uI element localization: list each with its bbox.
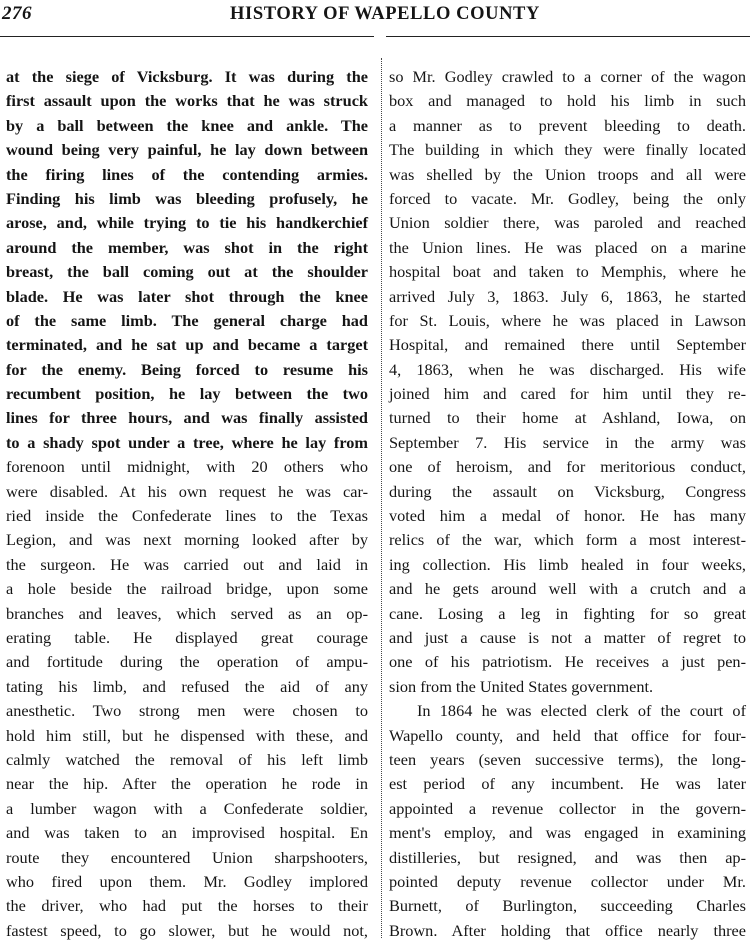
text-line: were disabled. At his own request he was car-: [6, 481, 368, 501]
header-rule-left: [0, 36, 374, 37]
text-line: and he gets around well with a crutch and a: [389, 579, 746, 599]
text-line: anesthetic. Two strong men were chosen to: [6, 701, 368, 721]
text-line: box and managed to hold his limb in such: [389, 91, 746, 111]
text-line: Union soldier there, was paroled and reached: [389, 213, 746, 233]
running-title: HISTORY OF WAPELLO COUNTY: [230, 4, 540, 24]
text-line: branches and leaves, which served as an op-: [6, 603, 368, 623]
text-line: near the hip. After the operation he rode in: [6, 774, 368, 794]
text-line: distilleries, but resigned, and was then ap-: [389, 847, 746, 867]
text-line: the Union lines. He was placed on a marine: [389, 237, 746, 257]
text-line: Burnett, of Burlington, succeeding Charles: [389, 896, 746, 916]
text-line: for St. Louis, where he was placed in Lawson: [389, 310, 746, 330]
text-line: the firing lines of the contending armies.: [6, 164, 368, 184]
text-line: and fortitude during the operation of ampu-: [6, 652, 368, 672]
left-column: [6, 65, 368, 943]
text-line: Wapello county, and held that office for four-: [389, 725, 746, 745]
text-line: a hole beside the railroad bridge, upon some: [6, 579, 368, 599]
text-line: recumbent position, he lay between the two: [6, 384, 368, 404]
text-line: relics of the war, which form a most interest-: [389, 530, 746, 550]
text-line: 4, 1863, when he was discharged. His wife: [389, 359, 746, 379]
text-line: breast, the ball coming out at the shoulder: [6, 262, 368, 282]
text-line: lines for three hours, and was finally assisted: [6, 408, 368, 428]
text-line: who fired upon them. Mr. Godley implored: [6, 871, 368, 891]
text-line: terminated, and he sat up and became a target: [6, 335, 368, 355]
text-line: around the member, was shot in the right: [6, 237, 368, 257]
text-line: fastest speed, to go slower, but he would not,: [6, 920, 368, 940]
text-line: joined him and cared for him until they re-: [389, 384, 746, 404]
text-line: tating his limb, and refused the aid of any: [6, 676, 368, 696]
text-line: arrived July 3, 1863. July 6, 1863, he started: [389, 286, 746, 306]
header-rule-right: [386, 36, 750, 37]
text-line: the surgeon. He was carried out and laid in: [6, 554, 368, 574]
text-line: est period of any incumbent. He was later: [389, 774, 746, 794]
text-line: arose, and, while trying to tie his handkerchief: [6, 213, 368, 233]
column-divider: [381, 58, 382, 938]
text-line: a manner as to prevent bleeding to death.: [389, 115, 746, 135]
text-line: so Mr. Godley crawled to a corner of the wagon: [389, 67, 746, 86]
text-line: Hospital, and remained there until September: [389, 335, 746, 355]
text-line: cane. Losing a leg in fighting for so great: [389, 603, 746, 623]
text-line: a lumber wagon with a Confederate soldier,: [6, 798, 368, 818]
text-line: September 7. His service in the army was: [389, 432, 746, 452]
page-number: 276: [2, 3, 32, 24]
text-line: of the same limb. The general charge had: [6, 310, 368, 330]
text-line: at the siege of Vicksburg. It was during the: [6, 67, 368, 86]
text-line: one of heroism, and for meritorious conduct,: [389, 457, 746, 477]
text-line: during the assault on Vicksburg, Congress: [389, 481, 746, 501]
text-line: for the enemy. Being forced to resume his: [6, 359, 368, 379]
text-line: was shelled by the Union troops and all were: [389, 164, 746, 184]
text-line: the driver, who had put the horses to their: [6, 896, 368, 916]
text-line: and was taken to an improvised hospital. En: [6, 823, 368, 843]
text-line: pointed deputy revenue collector under Mr.: [389, 871, 746, 891]
text-line: hospital boat and taken to Memphis, where he: [389, 262, 746, 282]
text-line: route they encountered Union sharpshooters,: [6, 847, 368, 867]
text-line: one of his patriotism. He receives a just pen-: [389, 652, 746, 672]
text-line: first assault upon the works that he was struck: [6, 91, 368, 111]
text-line: forenoon until midnight, with 20 others who: [6, 457, 368, 477]
text-line: Legion, and was next morning looked after by: [6, 530, 368, 550]
text-line: and just a cause is not a matter of regret to: [389, 627, 746, 647]
text-line: forced to vacate. Mr. Godley, being the only: [389, 188, 746, 208]
text-line: turned to their home at Ashland, Iowa, on: [389, 408, 746, 428]
text-line: The building in which they were finally located: [389, 140, 746, 160]
text-line: appointed a revenue collector in the govern-: [389, 798, 746, 818]
text-line: voted him a medal of honor. He has many: [389, 506, 746, 526]
text-line: In 1864 he was elected clerk of the court of: [417, 701, 746, 721]
text-line: hold him still, but he dispensed with these, and: [6, 725, 368, 745]
right-column: [389, 65, 746, 943]
text-line: wound being very painful, he lay down between: [6, 140, 368, 160]
text-line: blade. He was later shot through the knee: [6, 286, 368, 306]
text-line: Finding his limb was bleeding profusely, he: [6, 188, 368, 208]
text-line: teen years (seven successive terms), the long-: [389, 749, 746, 769]
text-line: erating table. He displayed great courage: [6, 627, 368, 647]
text-line: by a ball between the knee and ankle. The: [6, 115, 368, 135]
text-line: to a shady spot under a tree, where he lay from: [6, 432, 368, 452]
text-line: ried inside the Confederate lines to the Texas: [6, 506, 368, 526]
text-line: ment's employ, and was engaged in examining: [389, 823, 746, 843]
text-line: calmly watched the removal of his left limb: [6, 749, 368, 769]
text-line: sion from the United States government.: [389, 676, 654, 696]
text-line: ing collection. His limb healed in four weeks,: [389, 554, 746, 574]
page-header: [0, 0, 750, 32]
text-line: Brown. After holding that office nearly three: [389, 920, 746, 940]
